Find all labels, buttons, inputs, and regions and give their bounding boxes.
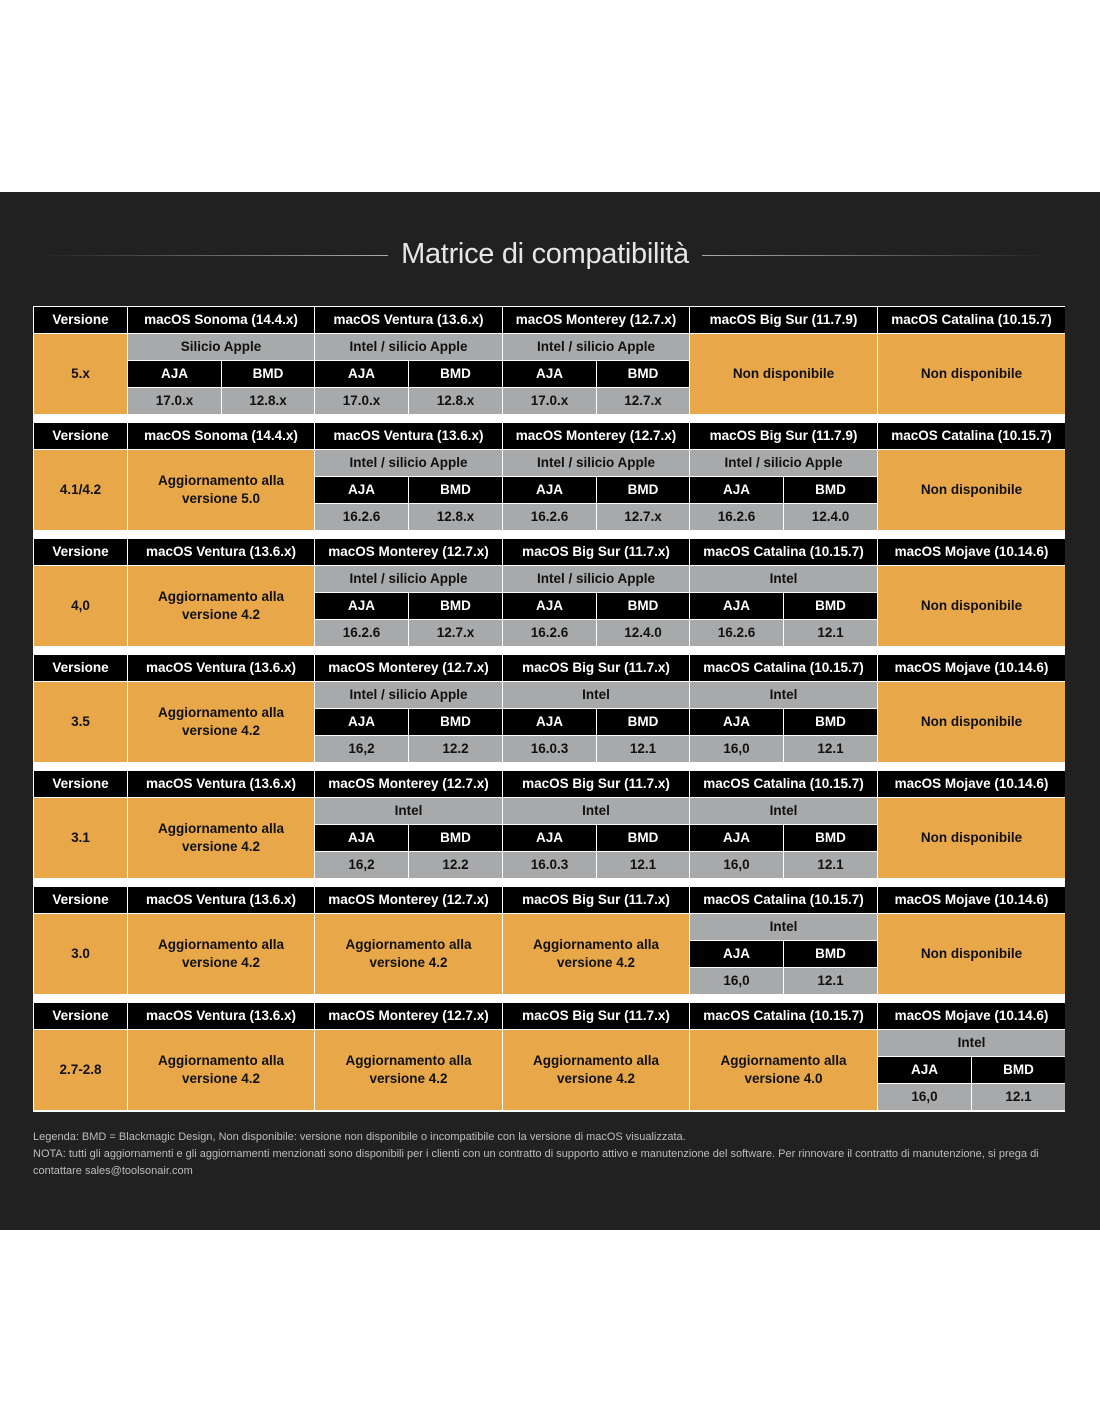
- footnotes: [33, 1129, 1073, 1180]
- page-title: Matrice di compatibilità: [401, 238, 689, 270]
- bmd-version: 12.4.0: [597, 620, 689, 646]
- bmd-label: BMD: [597, 477, 689, 503]
- bmd-version: 12.8.x: [409, 388, 502, 414]
- header-macos: macOS Big Sur (11.7.x): [503, 539, 689, 565]
- upgrade-cell: Aggiornamento alla versione 4.2: [128, 566, 314, 646]
- header-macos: macOS Sonoma (14.4.x): [128, 423, 314, 449]
- aja-version: 16.2.6: [503, 504, 596, 530]
- header-macos: macOS Monterey (12.7.x): [503, 307, 689, 333]
- header-macos: macOS Catalina (10.15.7): [690, 771, 877, 797]
- header-macos: macOS Catalina (10.15.7): [690, 539, 877, 565]
- legend-note: Legenda: BMD = Blackmagic Design, Non disponibile: versione non disponibile o incompatibile con la versione di macOS visualizzata.: [33, 1131, 686, 1143]
- aja-label: AJA: [315, 477, 408, 503]
- header-macos: macOS Ventura (13.6.x): [315, 423, 502, 449]
- header-macos: macOS Monterey (12.7.x): [315, 771, 502, 797]
- bmd-version: 12.7.x: [597, 504, 689, 530]
- header-macos: macOS Big Sur (11.7.x): [503, 1003, 689, 1029]
- not-available-cell: Non disponibile: [878, 682, 1065, 762]
- header-macos: macOS Big Sur (11.7.x): [503, 771, 689, 797]
- bmd-version: 12.8.x: [409, 504, 502, 530]
- upgrade-cell: Aggiornamento alla versione 4.2: [128, 1030, 314, 1110]
- not-available-cell: Non disponibile: [878, 566, 1065, 646]
- architecture-label: Intel / silicio Apple: [315, 334, 502, 360]
- bmd-version: 12.1: [597, 852, 689, 878]
- aja-label: AJA: [315, 361, 408, 387]
- bmd-label: BMD: [409, 709, 502, 735]
- upgrade-cell: Aggiornamento alla versione 4.2: [128, 914, 314, 994]
- bmd-label: BMD: [972, 1057, 1065, 1083]
- bmd-label: BMD: [784, 941, 877, 967]
- bmd-version: 12.1: [597, 736, 689, 762]
- aja-label: AJA: [503, 361, 596, 387]
- architecture-label: Intel / silicio Apple: [690, 450, 877, 476]
- upgrade-cell: Aggiornamento alla versione 4.2: [503, 914, 689, 994]
- bmd-label: BMD: [597, 593, 689, 619]
- architecture-label: Intel / silicio Apple: [503, 566, 689, 592]
- header-macos: macOS Monterey (12.7.x): [503, 423, 689, 449]
- aja-version: 16.2.6: [690, 504, 783, 530]
- architecture-label: Intel: [315, 798, 502, 824]
- bmd-version: 12.7.x: [409, 620, 502, 646]
- aja-version: 16,0: [878, 1084, 971, 1110]
- bmd-label: BMD: [597, 825, 689, 851]
- aja-label: AJA: [690, 477, 783, 503]
- title-divider-left: [40, 255, 388, 256]
- architecture-label: Intel / silicio Apple: [503, 334, 689, 360]
- architecture-label: Intel / silicio Apple: [315, 566, 502, 592]
- header-macos: macOS Big Sur (11.7.9): [690, 423, 877, 449]
- header-macos: macOS Catalina (10.15.7): [878, 423, 1065, 449]
- aja-label: AJA: [503, 825, 596, 851]
- aja-version: 16.0.3: [503, 736, 596, 762]
- upgrade-cell: Aggiornamento alla versione 4.2: [503, 1030, 689, 1110]
- aja-label: AJA: [315, 593, 408, 619]
- aja-version: 16,2: [315, 852, 408, 878]
- upgrade-cell: Aggiornamento alla versione 4.2: [315, 1030, 502, 1110]
- bmd-label: BMD: [784, 593, 877, 619]
- bmd-version: 12.1: [972, 1084, 1065, 1110]
- aja-label: AJA: [690, 709, 783, 735]
- architecture-label: Intel: [503, 682, 689, 708]
- bmd-label: BMD: [784, 709, 877, 735]
- header-macos: macOS Ventura (13.6.x): [128, 887, 314, 913]
- header-macos: macOS Ventura (13.6.x): [315, 307, 502, 333]
- architecture-label: Intel: [503, 798, 689, 824]
- architecture-label: Intel: [690, 914, 877, 940]
- upgrade-cell: Aggiornamento alla versione 4.2: [315, 914, 502, 994]
- bmd-label: BMD: [409, 361, 502, 387]
- not-available-cell: Non disponibile: [878, 334, 1065, 414]
- architecture-label: Intel: [690, 566, 877, 592]
- bmd-version: 12.7.x: [597, 388, 689, 414]
- header-version: Versione: [34, 887, 127, 913]
- aja-label: AJA: [878, 1057, 971, 1083]
- aja-version: 16.2.6: [315, 504, 408, 530]
- aja-label: AJA: [315, 709, 408, 735]
- header-macos: macOS Catalina (10.15.7): [690, 655, 877, 681]
- bmd-version: 12.2: [409, 736, 502, 762]
- bmd-version: 12.4.0: [784, 504, 877, 530]
- header-macos: macOS Mojave (10.14.6): [878, 771, 1065, 797]
- bmd-label: BMD: [409, 825, 502, 851]
- header-version: Versione: [34, 423, 127, 449]
- version-cell: 2.7-2.8: [34, 1030, 127, 1110]
- upgrade-cell: Aggiornamento alla versione 4.2: [128, 798, 314, 878]
- aja-version: 16,2: [315, 736, 408, 762]
- header-macos: macOS Ventura (13.6.x): [128, 771, 314, 797]
- header-macos: macOS Big Sur (11.7.9): [690, 307, 877, 333]
- architecture-label: Intel / silicio Apple: [315, 682, 502, 708]
- header-macos: macOS Monterey (12.7.x): [315, 655, 502, 681]
- architecture-label: Intel: [690, 798, 877, 824]
- not-available-cell: Non disponibile: [878, 914, 1065, 994]
- header-macos: macOS Catalina (10.15.7): [878, 307, 1065, 333]
- header-macos: macOS Monterey (12.7.x): [315, 887, 502, 913]
- aja-version: 16.2.6: [690, 620, 783, 646]
- bmd-label: BMD: [222, 361, 314, 387]
- bmd-label: BMD: [784, 477, 877, 503]
- aja-version: 16.2.6: [503, 620, 596, 646]
- aja-label: AJA: [315, 825, 408, 851]
- architecture-label: Silicio Apple: [128, 334, 314, 360]
- upgrade-cell: Aggiornamento alla versione 4.0: [690, 1030, 877, 1110]
- aja-version: 16.0.3: [503, 852, 596, 878]
- aja-label: AJA: [690, 941, 783, 967]
- header-macos: macOS Big Sur (11.7.x): [503, 887, 689, 913]
- header-version: Versione: [34, 307, 127, 333]
- bmd-version: 12.1: [784, 852, 877, 878]
- header-version: Versione: [34, 771, 127, 797]
- header-macos: macOS Mojave (10.14.6): [878, 1003, 1065, 1029]
- header-macos: macOS Ventura (13.6.x): [128, 655, 314, 681]
- aja-version: 16,0: [690, 736, 783, 762]
- header-macos: macOS Monterey (12.7.x): [315, 1003, 502, 1029]
- bmd-label: BMD: [409, 477, 502, 503]
- aja-label: AJA: [690, 593, 783, 619]
- version-cell: 3.5: [34, 682, 127, 762]
- header-macos: macOS Sonoma (14.4.x): [128, 307, 314, 333]
- upgrade-cell: Aggiornamento alla versione 5.0: [128, 450, 314, 530]
- aja-version: 17.0.x: [128, 388, 221, 414]
- header-macos: macOS Mojave (10.14.6): [878, 887, 1065, 913]
- title-row: [0, 236, 1100, 276]
- header-version: Versione: [34, 539, 127, 565]
- bmd-version: 12.1: [784, 736, 877, 762]
- header-macos: macOS Mojave (10.14.6): [878, 655, 1065, 681]
- header-version: Versione: [34, 655, 127, 681]
- aja-label: AJA: [503, 709, 596, 735]
- maintenance-note: NOTA: tutti gli aggiornamenti e gli aggiornamenti menzionati sono disponibili per i clienti con un contratto di supporto attivo e manutenzione del software. Per rinnovare il contratto di manutenzione, si prega di contattare sales@toolsonair.com: [33, 1148, 1039, 1177]
- architecture-label: Intel / silicio Apple: [315, 450, 502, 476]
- aja-version: 16,0: [690, 968, 783, 994]
- bmd-label: BMD: [597, 709, 689, 735]
- aja-label: AJA: [690, 825, 783, 851]
- version-cell: 5.x: [34, 334, 127, 414]
- not-available-cell: Non disponibile: [878, 450, 1065, 530]
- version-cell: 3.0: [34, 914, 127, 994]
- aja-version: 17.0.x: [503, 388, 596, 414]
- bmd-version: 12.8.x: [222, 388, 314, 414]
- not-available-cell: Non disponibile: [690, 334, 877, 414]
- aja-label: AJA: [503, 593, 596, 619]
- aja-version: 16.2.6: [315, 620, 408, 646]
- architecture-label: Intel: [690, 682, 877, 708]
- header-macos: macOS Ventura (13.6.x): [128, 1003, 314, 1029]
- bmd-version: 12.2: [409, 852, 502, 878]
- header-macos: macOS Monterey (12.7.x): [315, 539, 502, 565]
- bmd-label: BMD: [597, 361, 689, 387]
- title-divider-right: [702, 255, 1050, 256]
- architecture-label: Intel: [878, 1030, 1065, 1056]
- aja-label: AJA: [128, 361, 221, 387]
- bmd-label: BMD: [784, 825, 877, 851]
- architecture-label: Intel / silicio Apple: [503, 450, 689, 476]
- header-macos: macOS Catalina (10.15.7): [690, 887, 877, 913]
- version-cell: 3.1: [34, 798, 127, 878]
- version-cell: 4.1/4.2: [34, 450, 127, 530]
- header-macos: macOS Mojave (10.14.6): [878, 539, 1065, 565]
- compatibility-matrix: [33, 306, 1065, 1112]
- bmd-version: 12.1: [784, 620, 877, 646]
- bmd-version: 12.1: [784, 968, 877, 994]
- header-macos: macOS Big Sur (11.7.x): [503, 655, 689, 681]
- version-cell: 4,0: [34, 566, 127, 646]
- bmd-label: BMD: [409, 593, 502, 619]
- header-version: Versione: [34, 1003, 127, 1029]
- header-macos: macOS Ventura (13.6.x): [128, 539, 314, 565]
- aja-label: AJA: [503, 477, 596, 503]
- aja-version: 16,0: [690, 852, 783, 878]
- not-available-cell: Non disponibile: [878, 798, 1065, 878]
- header-macos: macOS Catalina (10.15.7): [690, 1003, 877, 1029]
- upgrade-cell: Aggiornamento alla versione 4.2: [128, 682, 314, 762]
- aja-version: 17.0.x: [315, 388, 408, 414]
